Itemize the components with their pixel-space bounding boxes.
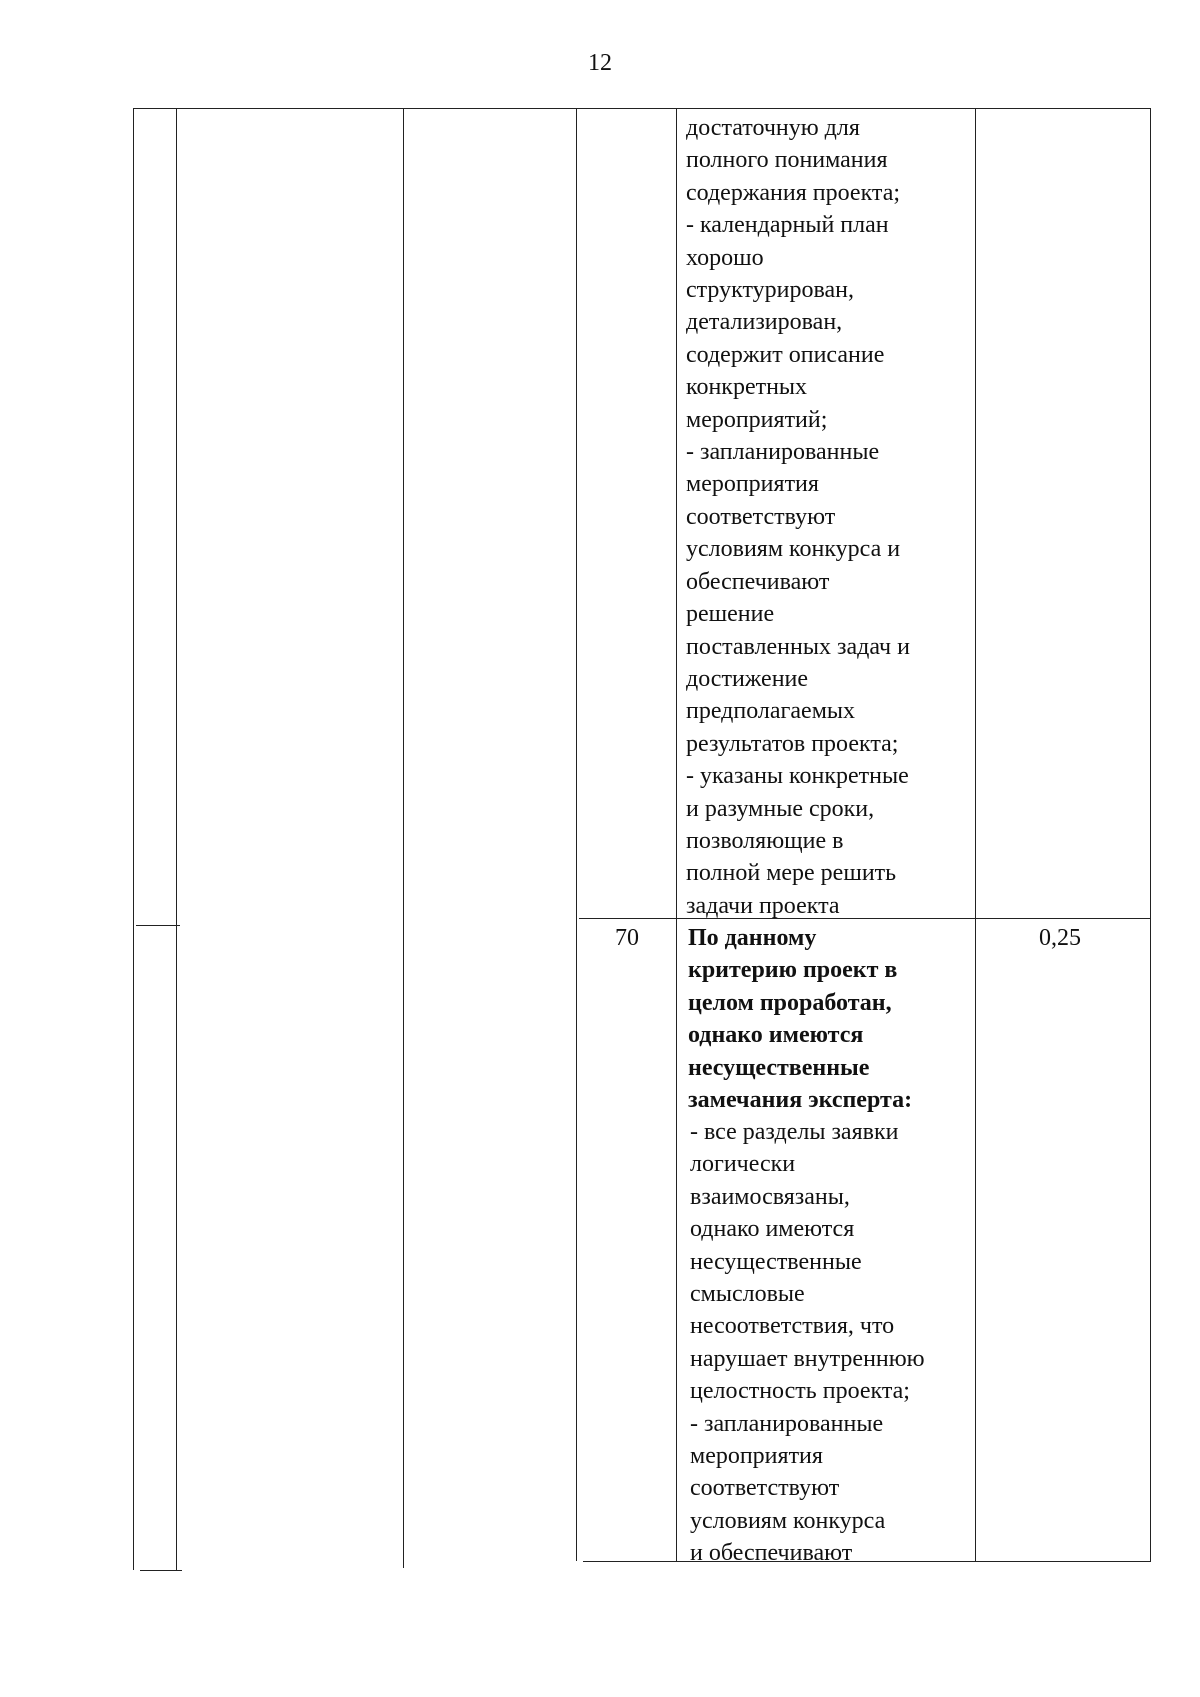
criteria-heading: По данному критерию проект в целом проработан, однако имеются несущественные замечания эксперта: <box>688 925 913 1114</box>
column-divider-5 <box>975 108 976 1561</box>
coefficient-value: 0,25 <box>1039 925 1081 951</box>
criteria-description: - все разделы заявки логически взаимосвязаны, однако имеются несущественные смысловые несоответствия, что нарушает внутреннюю целостность проекта; - запланированные мероприятия соответствуют условиям конкурса и обеспечивают <box>690 1119 925 1567</box>
first-column-row-divider <box>136 925 180 926</box>
page-number: 12 <box>588 50 612 76</box>
criteria-description-continued: достаточную для полного понимания содержания проекта; - календарный план хорошо структурирован, детализирован, содержит описание конкретных мероприятий; - запланированные мероприятия соответствуют условиям конкурса и обеспечивают решение поставленных задач и достижение предполагаемых результатов проекта; - указаны конкретные и разумные сроки, позволяющие в полной мере решить задачи проекта <box>686 115 910 919</box>
column-divider-4 <box>676 108 677 1561</box>
table-right-border <box>1150 108 1151 1561</box>
first-column-bottom-border <box>140 1570 182 1571</box>
score-value: 70 <box>615 925 639 951</box>
table-left-border <box>133 108 134 1570</box>
table-top-border <box>133 108 1151 109</box>
column-divider-1 <box>176 108 177 1570</box>
column-divider-3 <box>576 108 577 1561</box>
column-divider-2 <box>403 108 404 1568</box>
